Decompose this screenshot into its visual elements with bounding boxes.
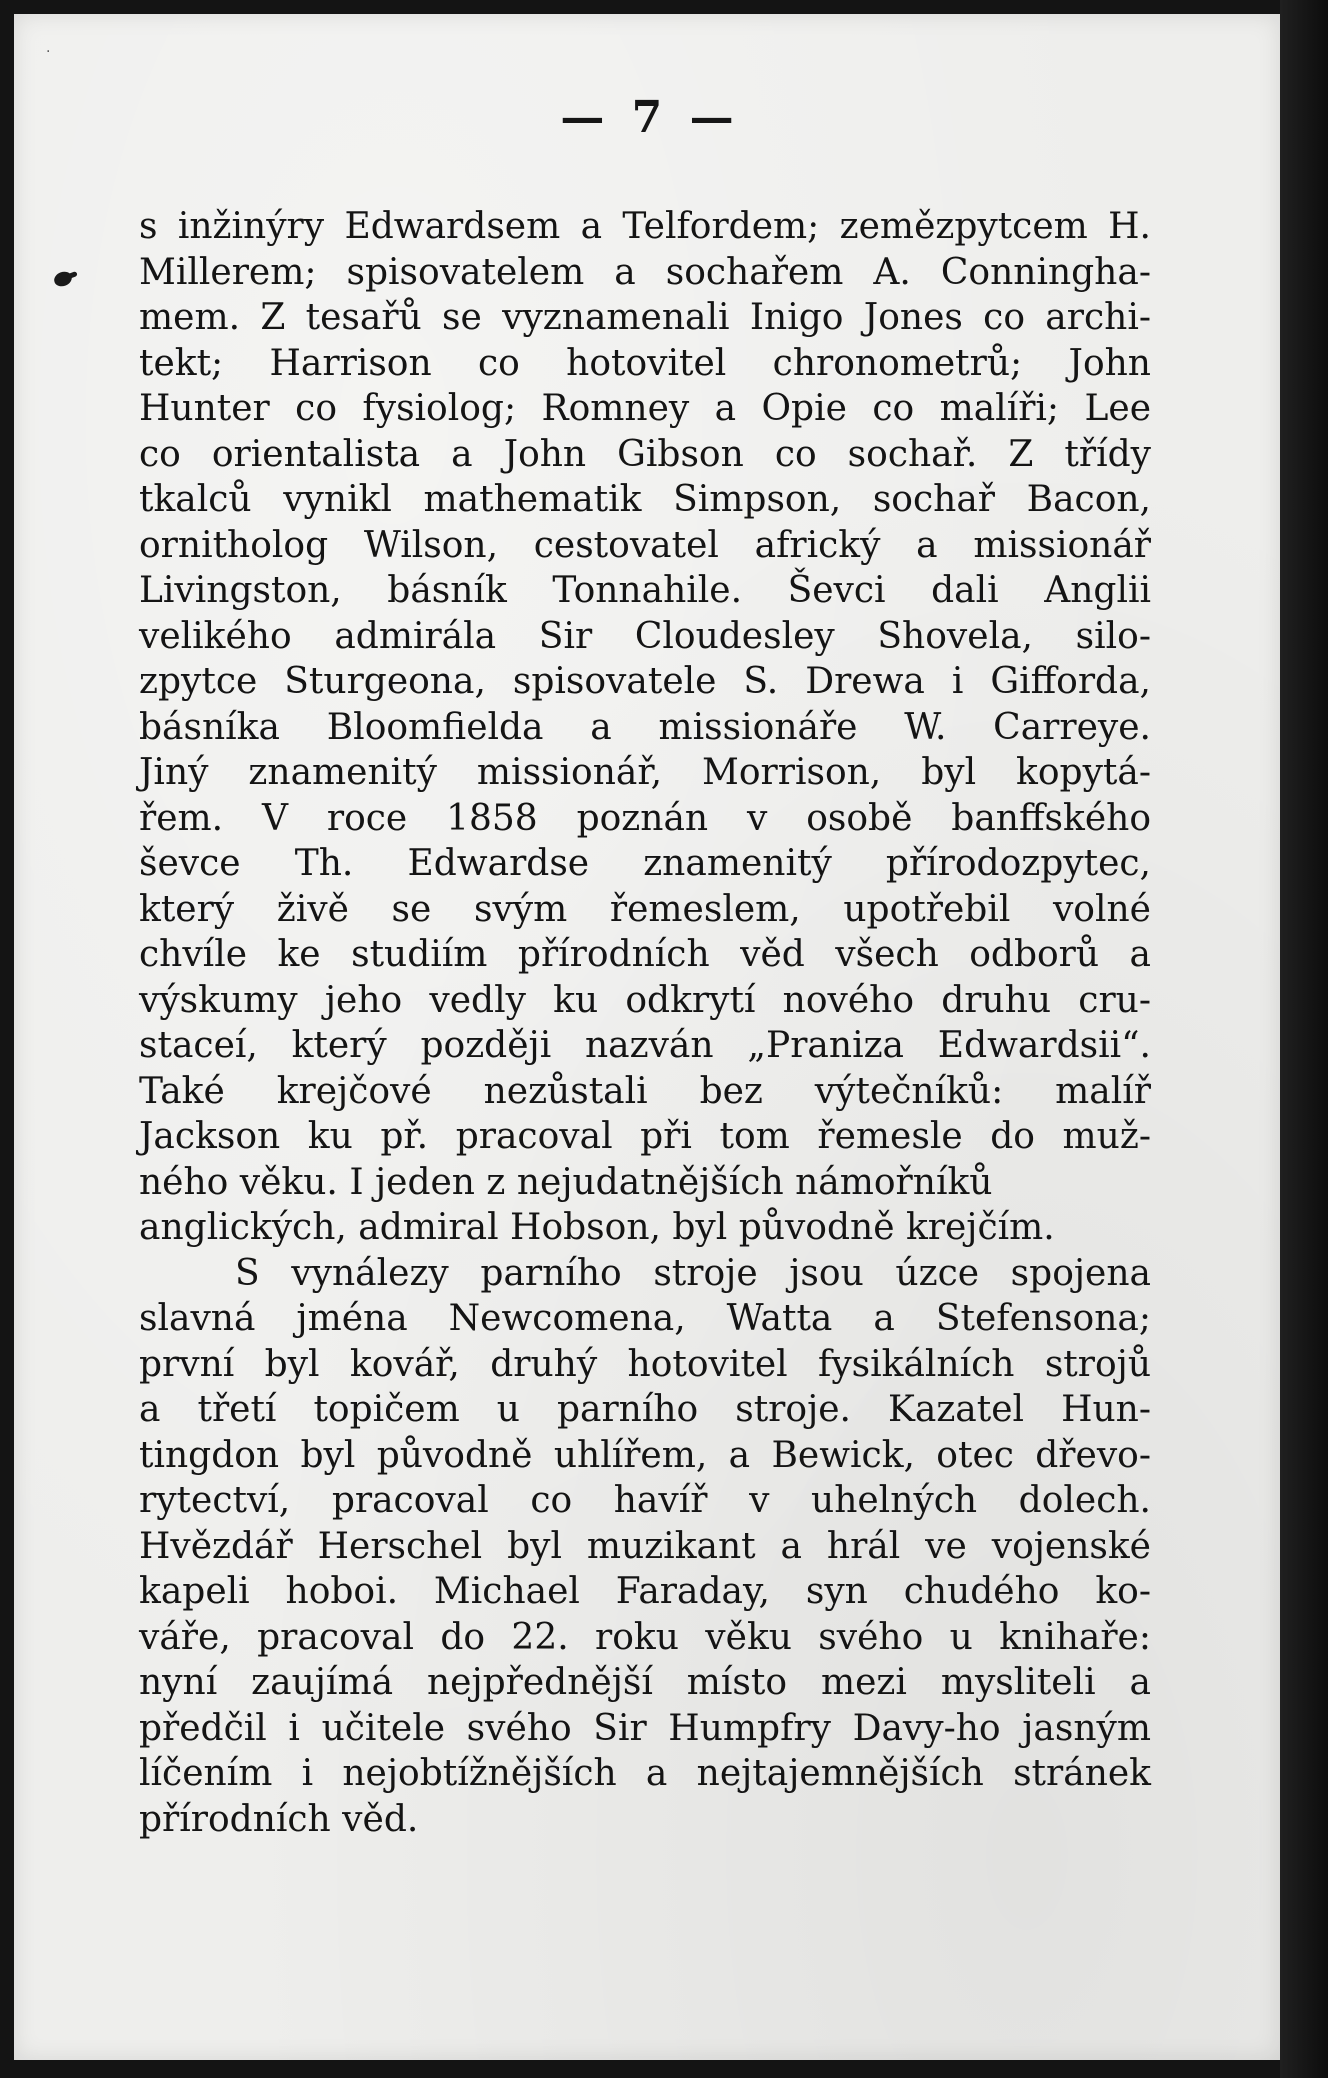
paragraph-end-line: anglických, admiral Hobson, byl původně krejčím. [139,1207,1055,1248]
text-line: tkalců vynikl mathematik Simpson, sochař Bacon, [139,479,1151,520]
text-line: Také krejčové nezůstali bez výtečníků: malíř [139,1070,1151,1112]
text-line: nyní zaujímá nejpřednější místo mezi mysliteli a [139,1662,1151,1703]
text-line: váře, pracoval do 22. roku věku svého u knihaře: [139,1616,1151,1658]
text-line: velikého admirála Sir Cloudesley Shovela, silo- [139,615,1151,657]
page-number: — 7 — [560,92,740,143]
body-text [139,204,1151,1842]
text-line: líčením i nejobtížnějších a nejtajemnějších stránek [139,1753,1151,1794]
text-line: ného věku. I jeden z nejudatnějších námořníků [139,1161,993,1203]
text-line: výskumy jeho vedly ku odkrytí nového druhu cru- [139,979,1151,1021]
text-line: předčil i učitele svého Sir Humpfry Davy-ho jasným [139,1707,1151,1749]
text-line: tekt; Harrison co hotovitel chronometrů; John [139,342,1151,384]
text-line: Jiný znamenitý missionář, Morrison, byl kopytá- [139,752,1151,793]
text-line: zpytce Sturgeona, spisovatele S. Drewa i Gifforda, [139,661,1151,702]
paragraph-start-line: S vynálezy parního stroje jsou úzce spojena [235,1252,1151,1294]
paragraph-end-line: přírodních věd. [139,1798,419,1840]
text-line: slavná jména Newcomena, Watta a Stefensona; [139,1298,1151,1339]
text-line: Hvězdář Herschel byl muzikant a hrál ve vojenské [139,1525,1151,1567]
text-line: ševce Th. Edwardse znamenitý přírodozpytec, [139,843,1151,884]
scan-speck: · [46,44,51,60]
page-edge-shadow [1280,0,1328,2078]
text-line: s inžinýry Edwardsem a Telfordem; zemězpytcem H. [139,206,1151,247]
text-line: co orientalista a John Gibson co sochař. Z třídy [139,433,1151,475]
text-line: Millerem; spisovatelem a sochařem A. Conningha- [139,251,1151,293]
text-line: staceí, který později nazván „Praniza Edwardsii“. [139,1025,1151,1066]
text-line: a třetí topičem u parního stroje. Kazatel Hun- [139,1389,1151,1430]
text-line: Hunter co fysiolog; Romney a Opie co malíři; Lee [139,388,1151,429]
text-line: básníka Bloomfielda a missionáře W. Carreye. [139,706,1151,748]
text-line: který živě se svým řemeslem, upotřebil volné [139,888,1151,930]
text-line: Livingston, básník Tonnahile. Ševci dali Anglii [139,570,1151,611]
text-line: mem. Z tesařů se vyznamenali Inigo Jones co archi- [139,297,1151,338]
text-line: tingdon byl původně uhlířem, a Bewick, otec dřevo- [139,1434,1151,1476]
text-line: řem. V roce 1858 poznán v osobě banffského [139,797,1151,839]
text-line: rytectví, pracoval co havíř v uhelných dolech. [139,1480,1151,1521]
text-line: ornitholog Wilson, cestovatel africký a missionář [139,524,1151,566]
text-line: Jackson ku př. pracoval při tom řemesle do muž- [139,1116,1151,1157]
text-line: chvíle ke studiím přírodních věd všech odborů a [139,934,1151,975]
text-line: první byl kovář, druhý hotovitel fysikálních strojů [139,1343,1151,1385]
text-line: kapeli hoboi. Michael Faraday, syn chudého ko- [139,1571,1151,1612]
